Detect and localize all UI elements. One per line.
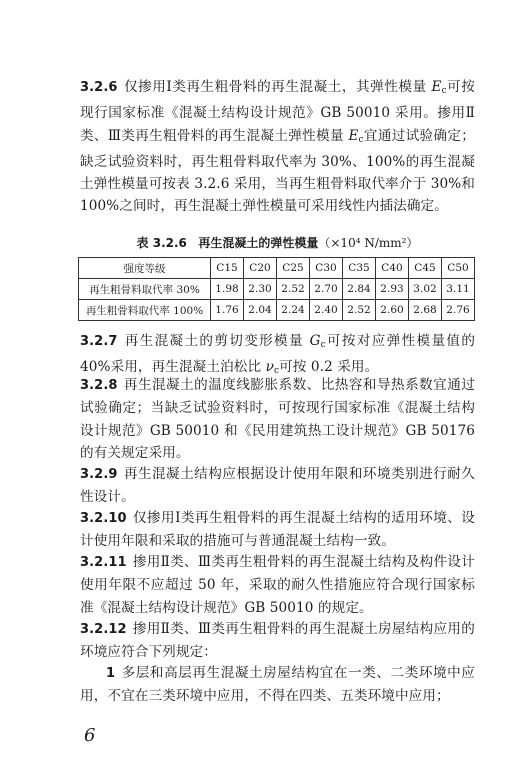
clause-3-2-11: 3.2.11 掺用Ⅱ类、Ⅲ类再生粗骨料的再生混凝土结构及构件设计使用年限不应超过 50 年，采取的耐久性措施应符合现行国家标准《混凝土结构设计规范》GB 50010 的规定。 xyxy=(80,554,475,616)
table-cell: 2.76 xyxy=(442,300,475,321)
table-cell: 2.70 xyxy=(310,279,343,300)
clause-number: 3.2.11 xyxy=(80,555,127,570)
table-cell: 2.52 xyxy=(277,279,310,300)
table-header-cell: C30 xyxy=(310,258,343,279)
clause-3-2-12: 3.2.12 掺用Ⅱ类、Ⅲ类再生粗骨料的再生混凝土房屋结构应用的环境应符合下列规定： xyxy=(80,621,475,661)
table-cell: 2.52 xyxy=(343,300,376,321)
table-cell: 2.60 xyxy=(376,300,409,321)
table-cell: 再生粗骨料取代率 100% xyxy=(79,300,211,321)
clause-number: 3.2.8 xyxy=(80,378,118,393)
table-row xyxy=(79,279,475,300)
list-item-1: 1 多层和高层再生混凝土房屋结构宜在一类、二类环境中应用，不宜在三类环境中应用，不得在四类、五类环境中应用； xyxy=(80,665,475,705)
table-cell: 1.76 xyxy=(211,300,244,321)
list-item-number: 1 xyxy=(106,666,116,681)
clause-number: 3.2.9 xyxy=(80,467,118,482)
table-cell: 3.11 xyxy=(442,279,475,300)
table-cell: 2.68 xyxy=(409,300,442,321)
table-cell: 2.04 xyxy=(244,300,277,321)
clause-3-2-10: 3.2.10 仅掺用Ⅰ类再生粗骨料的再生混凝土结构的适用环境、设计使用年限和采取的措施可与普通混凝土结构一致。 xyxy=(80,510,475,550)
clause-number: 3.2.7 xyxy=(80,334,118,349)
table-cell: 2.30 xyxy=(244,279,277,300)
table-cell: 2.24 xyxy=(277,300,310,321)
table-row xyxy=(79,300,475,321)
table-cell: 3.02 xyxy=(409,279,442,300)
table-header-cell: C40 xyxy=(376,258,409,279)
table-header-cell: C15 xyxy=(211,258,244,279)
table-cell: 2.93 xyxy=(376,279,409,300)
table-cell: 再生粗骨料取代率 30% xyxy=(79,279,211,300)
table-header-cell: C45 xyxy=(409,258,442,279)
clause-number: 3.2.6 xyxy=(80,80,118,95)
table-cell: 2.40 xyxy=(310,300,343,321)
clause-3-2-6: 3.2.6 仅掺用Ⅰ类再生粗骨料的再生混凝土，其弹性模量 $E_c$可按现行国家标准《混凝土结构设计规范》GB 50010 采用。掺用Ⅱ类、Ⅲ类再生粗骨料的再生混凝土弹性模量 $E_c$宜通过试验确定；缺乏试验资料时，再生粗骨料取代率为 30%、100%的再生混凝土弹性模量可按表 3.2.6 采用，当再生粗骨料取代率介于 30%和 100%之间时，再生混凝土弹性模量可采用线性内插法确定。 xyxy=(80,79,475,215)
table-cell: 2.84 xyxy=(343,279,376,300)
page-number: 6 xyxy=(84,725,96,746)
clause-3-2-8: 3.2.8 再生混凝土的温度线膨胀系数、比热容和导热系数宜通过试验确定；当缺乏试验资料时，可按现行国家标准《混凝土结构设计规范》GB 50010 和《民用建筑热工设计规范》GB 50176 的有关规定采用。 xyxy=(80,377,475,461)
table-header-cell: C50 xyxy=(442,258,475,279)
clause-number: 3.2.10 xyxy=(80,511,127,526)
clause-3-2-9: 3.2.9 再生混凝土结构应根据设计使用年限和环境类别进行耐久性设计。 xyxy=(80,466,475,506)
table-header-cell: C35 xyxy=(343,258,376,279)
table-header-cell: C20 xyxy=(244,258,277,279)
elastic-modulus-table xyxy=(78,257,475,321)
table-cell: 1.98 xyxy=(211,279,244,300)
table-caption: 表 3.2.6 再生混凝土的弹性模量（×10⁴ N/mm²） xyxy=(136,236,419,250)
clause-3-2-7: 3.2.7 再生混凝土的剪切变形模量 $G_c$可按对应弹性模量值的 40%采用，再生混凝土泊松比 $\nu_c$可按 0.2 采用。 xyxy=(80,333,476,377)
table-header-cell: C25 xyxy=(277,258,310,279)
table-header-cell: 强度等级 xyxy=(79,258,211,279)
table-header-row xyxy=(79,258,475,279)
clause-number: 3.2.12 xyxy=(80,622,127,637)
